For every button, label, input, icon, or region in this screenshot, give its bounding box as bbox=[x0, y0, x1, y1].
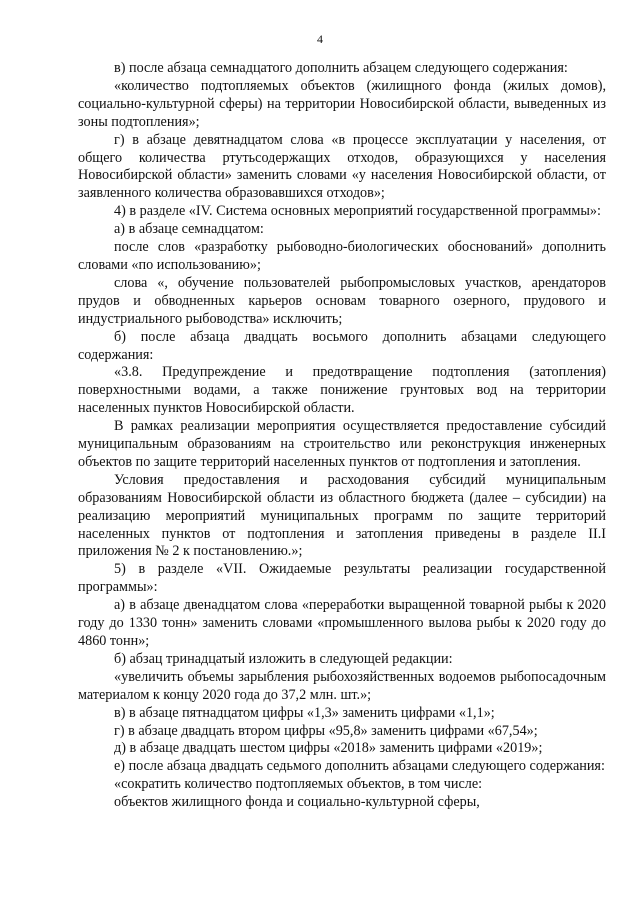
paragraph-02: «количество подтопляемых объектов (жилищного фонда (жилых домов), социально-культурной сферы) на территории Новосибирской области, выведенных из зоны подтопления»; bbox=[78, 77, 606, 130]
paragraph-07: слова «, обучение пользователей рыбопромысловых участков, арендаторов прудов и обводненных карьеров основам товарного озерного, прудового и индустриального рыбоводства» исключить; bbox=[78, 274, 606, 327]
paragraph-09: «3.8. Предупреждение и предотвращение подтопления (затопления) поверхностными водами, а также понижение грунтовых вод на территории населенных пунктов Новосибирской области. bbox=[78, 364, 606, 417]
paragraph-13: а) в абзаце двенадцатом слова «переработки выращенной товарной рыбы к 2020 году до 1330 тонн» заменить словами «промышленного вылова рыбы к 2020 году до 4860 тонн»; bbox=[78, 597, 606, 649]
paragraph-17: г) в абзаце двадцать втором цифры «95,8» заменить цифрами «67,54»; bbox=[114, 722, 538, 739]
paragraph-05: а) в абзаце семнадцатом: bbox=[114, 221, 264, 238]
paragraph-19: е) после абзаца двадцать седьмого дополнить абзацами следующего содержания: bbox=[114, 758, 605, 775]
paragraph-06: после слов «разработку рыбоводно-биологических обоснований» дополнить словами «по использованию»; bbox=[78, 239, 606, 273]
paragraph-20: «сократить количество подтопляемых объектов, в том числе: bbox=[114, 776, 483, 793]
document-body bbox=[78, 60, 606, 812]
paragraph-11: Условия предоставления и расходования субсидий муниципальным образованиям Новосибирской области из областного бюджета (далее – субсидии) на реализацию мероприятий муниципальных программ по защите территорий населенных пунктов от подтопления и затопления приведены в разделе II.I приложения № 2 к постановлению.»; bbox=[78, 471, 606, 560]
page-number: 4 bbox=[317, 32, 323, 46]
paragraph-12: 5) в разделе «VII. Ожидаемые результаты реализации государственной программы»: bbox=[78, 561, 606, 596]
paragraph-01: в) после абзаца семнадцатого дополнить абзацем следующего содержания: bbox=[114, 60, 568, 76]
paragraph-18: д) в абзаце двадцать шестом цифры «2018» заменить цифрами «2019»; bbox=[114, 740, 543, 757]
paragraph-08: б) после абзаца двадцать восьмого дополнить абзацами следующего содержания: bbox=[78, 328, 606, 363]
paragraph-03: г) в абзаце девятнадцатом слова «в процессе эксплуатации у населения, от общего количества ртутьсодержащих отходов, образующихся у населения Новосибирской области» заменить словами «у населения Новосибирской области, от заявленного количества образовавшихся отходов»; bbox=[78, 131, 606, 202]
paragraph-14: б) абзац тринадцатый изложить в следующей редакции: bbox=[114, 650, 453, 667]
paragraph-10: В рамках реализации мероприятия осуществляется предоставление субсидий муниципальным образованиям на строительство или реконструкция инженерных объектов по защите территорий населенных пунктов от подтопления и затопления. bbox=[78, 418, 606, 470]
paragraph-04: 4) в разделе «IV. Система основных мероприятий государственной программы»: bbox=[114, 203, 601, 220]
paragraph-16: в) в абзаце пятнадцатом цифры «1,3» заменить цифрами «1,1»; bbox=[114, 704, 495, 721]
paragraph-21: объектов жилищного фонда и социально-культурной сферы, bbox=[114, 794, 480, 811]
paragraph-15: «увеличить объемы зарыбления рыбохозяйственных водоемов рыбопосадочным материалом к концу 2020 года до 37,2 млн. шт.»; bbox=[78, 668, 606, 703]
